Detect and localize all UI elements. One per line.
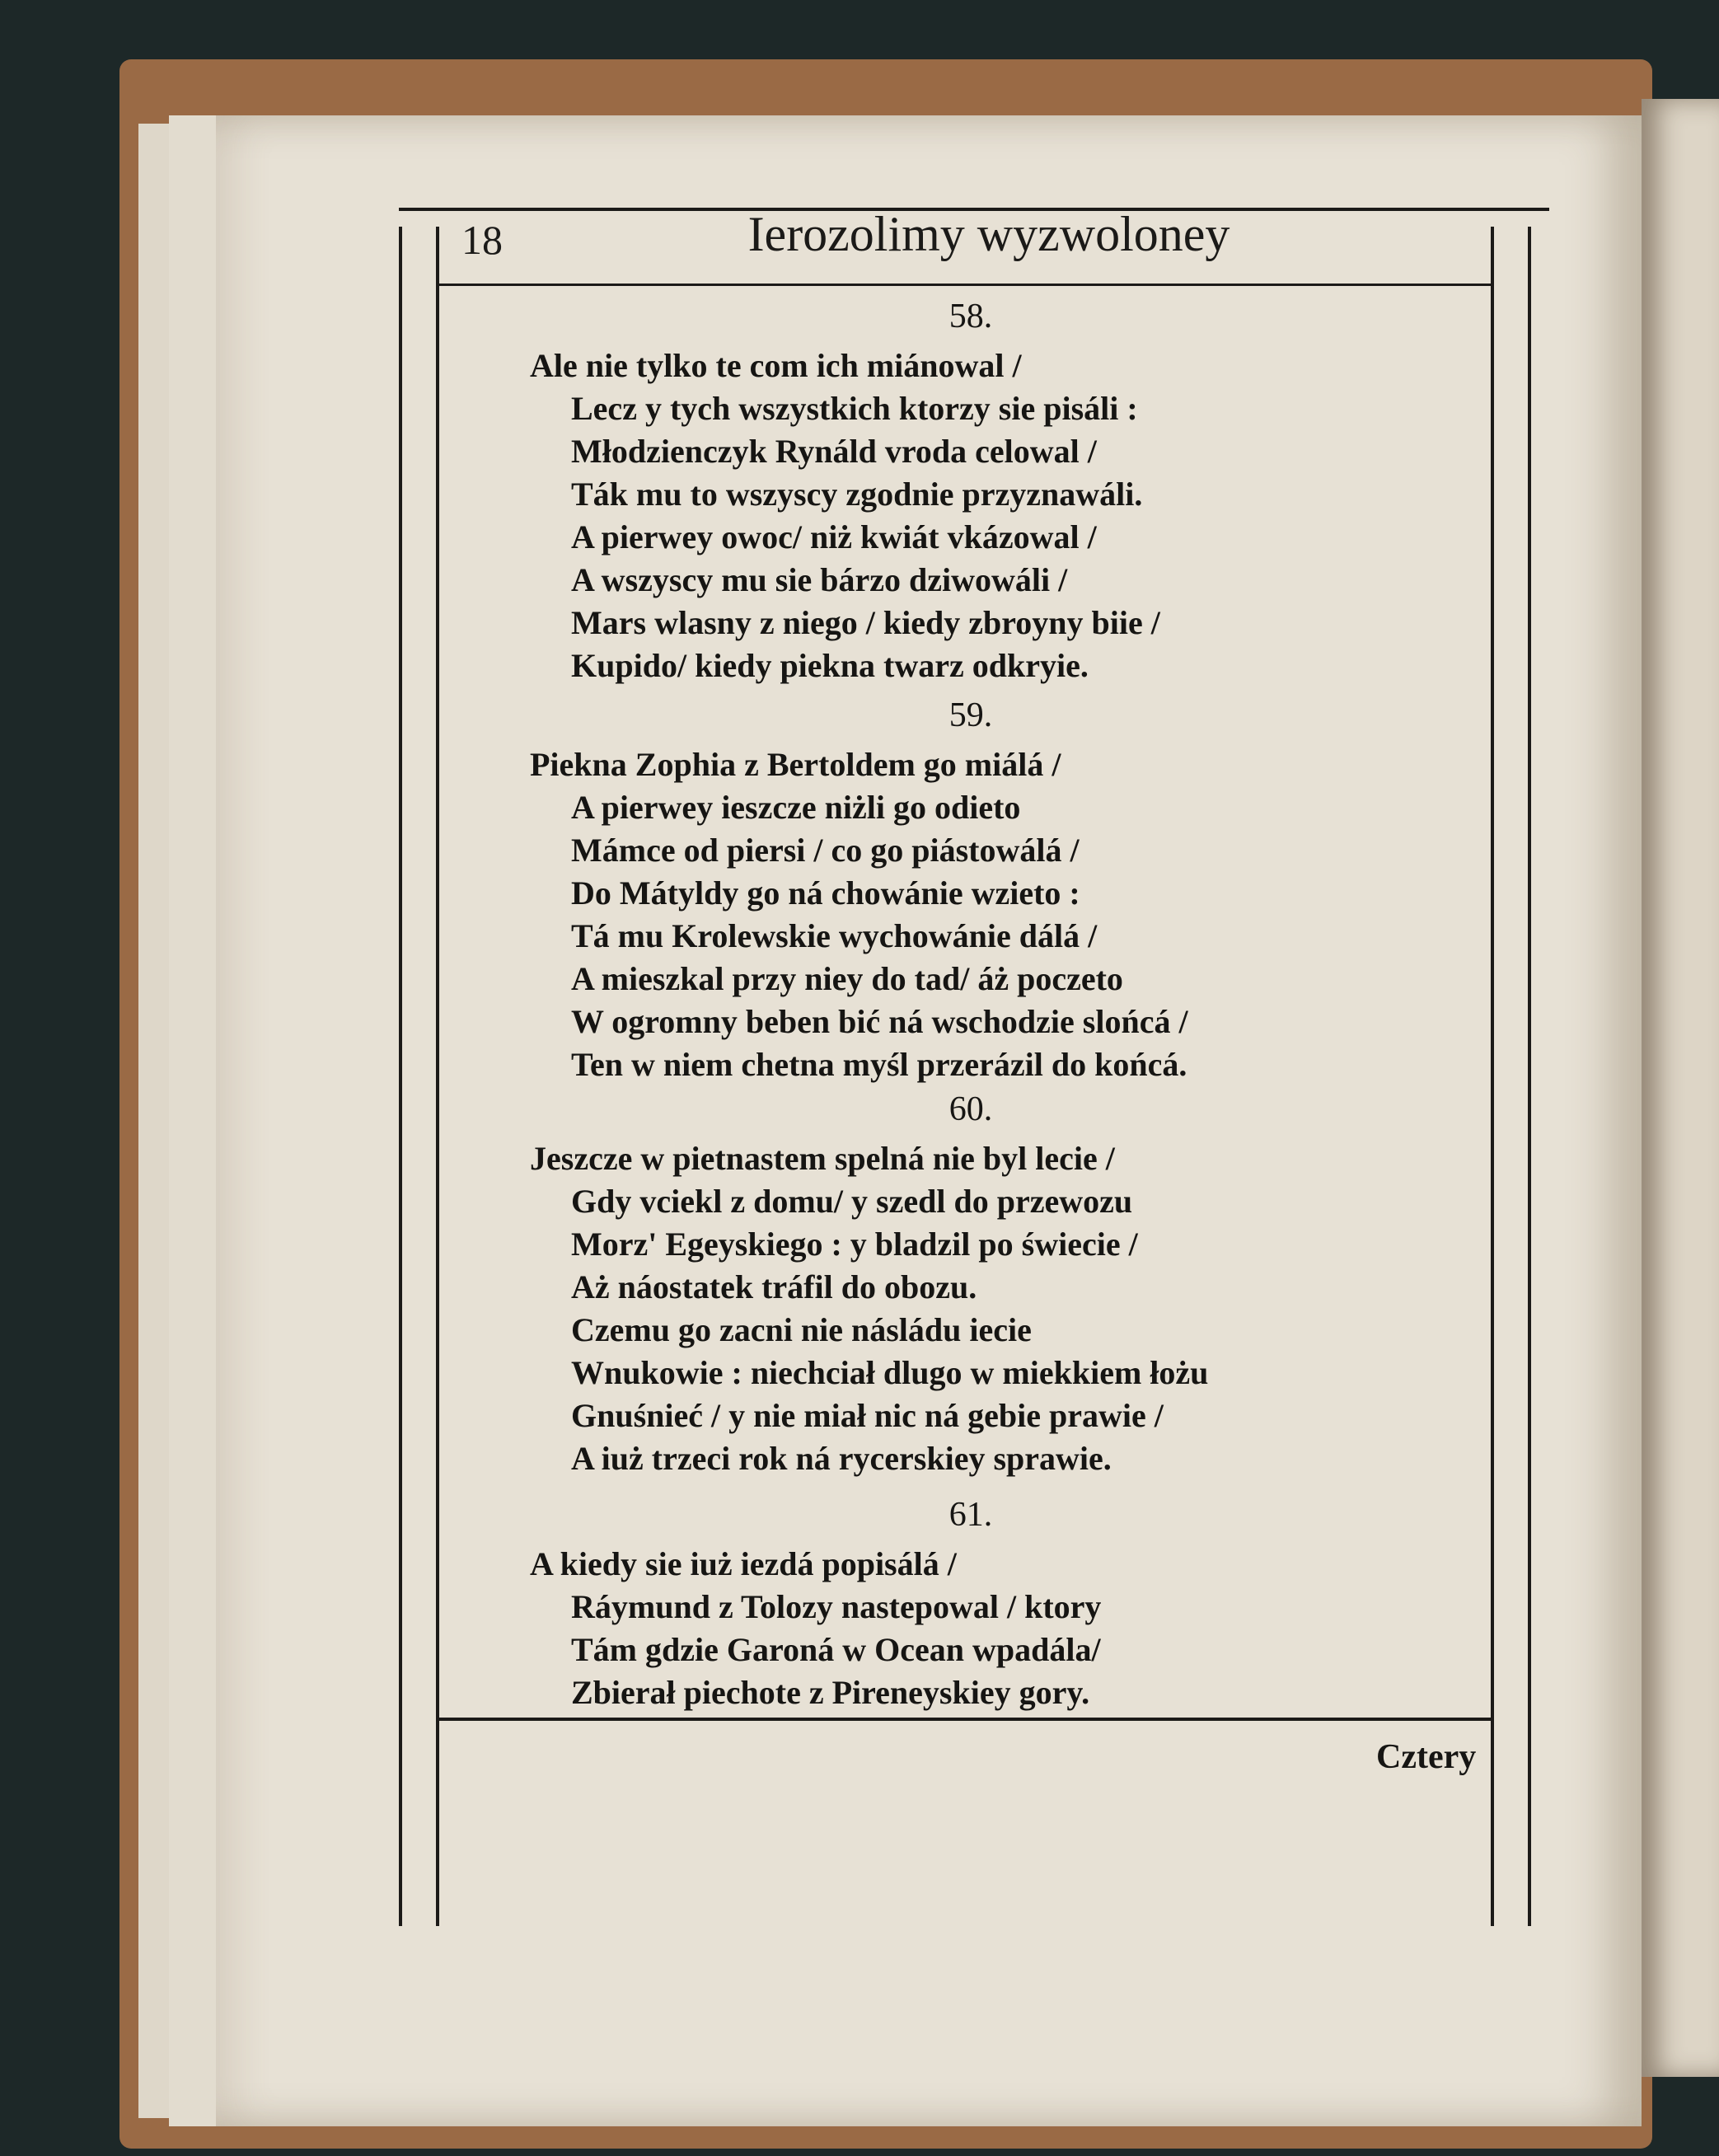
frame-left-inner — [436, 227, 439, 1926]
verse-line: W ogromny beben bić ná wschodzie slońcá / — [571, 1003, 1188, 1040]
frame-right-inner — [1491, 227, 1494, 1926]
stanza-number: 59. — [948, 696, 993, 734]
verse-line: Kupido/ kiedy piekna twarz odkryie. — [571, 647, 1089, 684]
stanza-61 — [530, 1493, 1101, 1714]
verse-line: Ten w niem chetna myśl przerázil do końcá. — [571, 1046, 1187, 1083]
stanza-number: 61. — [948, 1496, 993, 1534]
verse-line: A pierwey owoc/ niż kwiát vkázowal / — [571, 518, 1097, 555]
verse-line: Mámce od piersi / co go piástowálá / — [571, 832, 1080, 869]
verse-line: Ale nie tylko te com ich miánowal / — [530, 347, 1022, 384]
bottom-rule — [438, 1718, 1492, 1721]
facing-page-edge — [1642, 99, 1719, 2077]
verse-line: Do Mátyldy go ná chowánie wzieto : — [571, 874, 1080, 912]
verse-line: Morz' Egeyskiego : y bladzil po świecie / — [571, 1226, 1138, 1263]
verse-line: A kiedy sie iuż iezdá popisálá / — [530, 1545, 957, 1582]
verse-line: Ráymund z Tolozy nastepowal / ktory — [571, 1588, 1102, 1625]
running-title: Ierozolimy wyzwoloney — [747, 207, 1230, 261]
frame-left-outer — [399, 227, 402, 1926]
stanza-59 — [530, 694, 1188, 1086]
verse-line: Aż náostatek tráfil do obozu. — [571, 1268, 977, 1305]
verse-line: A mieszkal przy niey do tad/ áż poczeto — [571, 960, 1123, 997]
verse-line: Zbierał piechote z Pireneyskiey gory. — [571, 1674, 1090, 1711]
frame-right-outer — [1528, 227, 1531, 1926]
verse-line: Gdy vciekl z domu/ y szedl do przewozu — [571, 1183, 1133, 1220]
stanza-number: 60. — [948, 1090, 993, 1128]
verse-line: Wnukowie : niechciał dlugo w miekkiem łożu — [571, 1354, 1209, 1391]
verse-line: Tám gdzie Garoná w Ocean wpadála/ — [571, 1631, 1101, 1668]
page-edges — [169, 115, 219, 2126]
verse-line: Jeszcze w pietnastem spelná nie byl lecie / — [530, 1140, 1115, 1177]
verse-line: Młodzienczyk Rynáld vroda celowal / — [571, 433, 1097, 470]
page-number: 18 — [461, 217, 503, 263]
verse-line: Tá mu Krolewskie wychowánie dálá / — [571, 917, 1098, 954]
verse-line: Gnuśnieć / y nie miał nic ná gebie prawie / — [571, 1397, 1164, 1434]
stanza-60 — [530, 1088, 1208, 1480]
verse-line: A iuż trzeci rok ná rycerskiey sprawie. — [571, 1440, 1112, 1477]
verse-line: Piekna Zophia z Bertoldem go miálá / — [530, 746, 1061, 783]
verse-line: Ták mu to wszyscy zgodnie przyznawáli. — [571, 476, 1143, 513]
stanza-58 — [530, 295, 1160, 687]
verse-line: A wszyscy mu sie bárzo dziwowáli / — [571, 561, 1068, 598]
catchword: Cztery — [1376, 1738, 1477, 1776]
stanza-number: 58. — [948, 298, 993, 335]
verse-line: Czemu go zacni nie násládu iecie — [571, 1311, 1032, 1348]
verse-line: A pierwey ieszcze niżli go odieto — [571, 789, 1021, 826]
verse-line: Lecz y tych wszystkich ktorzy sie pisáli : — [571, 390, 1138, 427]
header-rule — [438, 284, 1492, 286]
verse-line: Mars wlasny z niego / kiedy zbroyny biie / — [571, 604, 1160, 641]
